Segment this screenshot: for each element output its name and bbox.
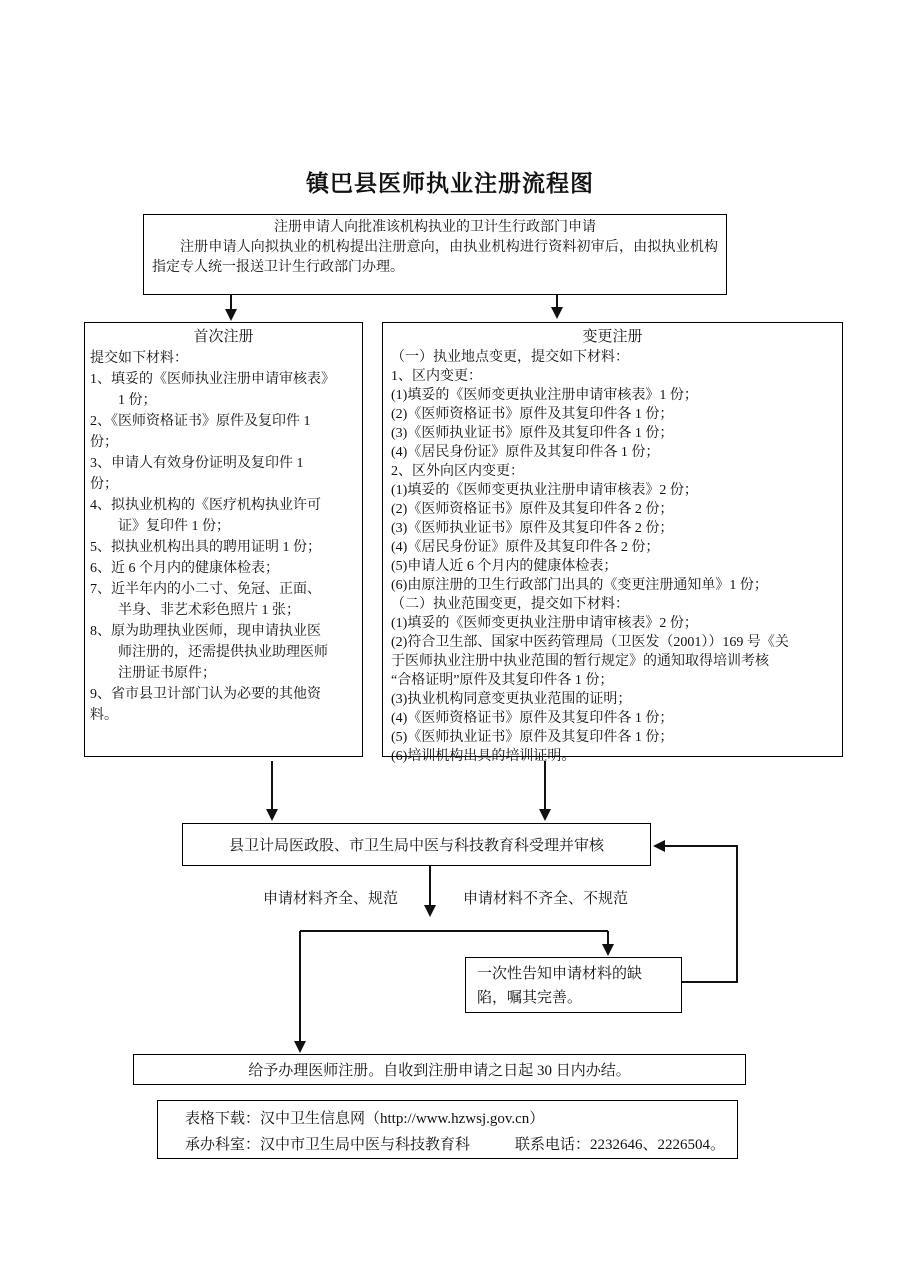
text-line: (2)符合卫生部、国家中医药管理局（卫医发（2001））169 号《关 bbox=[391, 635, 789, 650]
approve-box bbox=[133, 1054, 746, 1085]
text-line: 一次性告知申请材料的缺 bbox=[477, 966, 643, 982]
change-registration-lines bbox=[391, 348, 834, 766]
text-line: 7、近半年内的小二寸、免冠、正面、 bbox=[90, 582, 321, 597]
arrowhead-split-approve bbox=[294, 1041, 306, 1053]
intro-box bbox=[143, 214, 727, 295]
footer-box bbox=[157, 1100, 738, 1159]
text-line: 陷，嘱其完善。 bbox=[477, 990, 583, 1006]
first-registration-title: 首次注册 bbox=[193, 329, 254, 345]
text-line: （一）执业地点变更，提交如下材料： bbox=[391, 350, 629, 365]
text-line: (5)申请人近 6 个月内的健康体检表； bbox=[391, 559, 618, 574]
arrowhead-review-split bbox=[424, 905, 436, 917]
text-line: 6、近 6 个月内的健康体检表； bbox=[90, 561, 279, 576]
branch-label-complete: 申请材料齐全、规范 bbox=[262, 891, 398, 907]
text-line: 3、申请人有效身份证明及复印件 1 bbox=[90, 456, 304, 471]
approve-label: 给予办理医师注册。自收到注册申请之日起 30 日内办结。 bbox=[248, 1063, 631, 1079]
intro-first-line: 注册申请人向批准该机构执业的卫计生行政部门申请 bbox=[274, 220, 596, 235]
text-line: 证》复印件 1 份； bbox=[90, 519, 230, 534]
text-line: (4)《医师资格证书》原件及其复印件各 1 份； bbox=[391, 711, 674, 726]
text-line: 半身、非艺术彩色照片 1 张； bbox=[90, 603, 300, 618]
text-line: 师注册的，还需提供执业助理医师 bbox=[90, 645, 328, 660]
page-title: 镇巴县医师执业注册流程图 bbox=[306, 171, 594, 196]
text-line: (2)《医师资格证书》原件及其复印件各 1 份； bbox=[391, 407, 674, 422]
text-line: (6)培训机构出具的培训证明。 bbox=[391, 749, 576, 764]
text-line: (3)《医师执业证书》原件及其复印件各 1 份； bbox=[391, 426, 674, 441]
intro-paragraph: 注册申请人向拟执业的机构提出注册意向，由执业机构进行资料初审后，由拟执业机构指定专人统一报送卫计生行政部门办理。 bbox=[152, 240, 718, 275]
text-line: (1)填妥的《医师变更执业注册申请审核表》2 份； bbox=[391, 483, 698, 498]
text-line: 1、填妥的《医师执业注册申请审核表》 bbox=[90, 372, 335, 387]
text-line: (5)《医师执业证书》原件及其复印件各 1 份； bbox=[391, 730, 674, 745]
text-line: (4)《居民身份证》原件及其复印件各 2 份； bbox=[391, 540, 660, 555]
text-line: (1)填妥的《医师变更执业注册申请审核表》1 份； bbox=[391, 388, 698, 403]
notify-box bbox=[465, 957, 682, 1013]
arrowhead-change-review bbox=[539, 809, 551, 821]
arrowhead-first-review bbox=[266, 809, 278, 821]
text-line: (2)《医师资格证书》原件及其复印件各 2 份； bbox=[391, 502, 674, 517]
review-label: 县卫计局医政股、市卫生局中医与科技教育科受理并审核 bbox=[228, 838, 604, 854]
text-line: 料。 bbox=[90, 708, 118, 723]
text-line: 份； bbox=[90, 435, 118, 450]
arrowhead-intro-change bbox=[551, 307, 563, 319]
text-line: 5、拟执业机构出具的聘用证明 1 份； bbox=[90, 540, 321, 555]
text-line: (3)《医师执业证书》原件及其复印件各 2 份； bbox=[391, 521, 674, 536]
text-line: 4、拟执业机构的《医疗机构执业许可 bbox=[90, 498, 321, 513]
notify-lines bbox=[477, 962, 675, 1010]
text-line: (1)填妥的《医师变更执业注册申请审核表》2 份； bbox=[391, 616, 698, 631]
text-line: 1 份； bbox=[90, 393, 157, 408]
footer-download-line: 表格下载：汉中卫生信息网（http://www.hzwsj.gov.cn） bbox=[185, 1111, 545, 1127]
text-line: 提交如下材料： bbox=[90, 351, 188, 366]
arrowhead-feedback-review bbox=[653, 840, 665, 852]
text-line: (3)执业机构同意变更执业范围的证明； bbox=[391, 692, 632, 707]
change-registration-title: 变更注册 bbox=[582, 329, 643, 345]
text-line: （二）执业范围变更，提交如下材料： bbox=[391, 597, 629, 612]
change-registration-box bbox=[382, 322, 843, 764]
text-line: 8、原为助理执业医师，现申请执业医 bbox=[90, 624, 321, 639]
text-line: 2、区外向区内变更： bbox=[391, 464, 524, 479]
text-line: 注册证书原件； bbox=[90, 666, 216, 681]
text-line: (4)《居民身份证》原件及其复印件各 1 份； bbox=[391, 445, 660, 460]
text-line: 1、区内变更： bbox=[391, 369, 482, 384]
branch-label-incomplete: 申请材料不齐全、不规范 bbox=[462, 891, 628, 907]
first-registration-box bbox=[84, 322, 363, 757]
text-line: 2、《医师资格证书》原件及复印件 1 bbox=[90, 414, 311, 429]
text-line: 9、省市县卫计部门认为必要的其他资 bbox=[90, 687, 321, 702]
text-line: 份； bbox=[90, 477, 118, 492]
arrowhead-split-notify bbox=[602, 944, 614, 956]
arrowhead-intro-first bbox=[225, 309, 237, 321]
footer-contact-line: 承办科室：汉中市卫生局中医与科技教育科 联系电话：2232646、2226504。 bbox=[185, 1137, 726, 1153]
text-line: 于医师执业注册中执业范围的暂行规定》的通知取得培训考核 bbox=[391, 654, 769, 669]
first-registration-lines bbox=[90, 348, 357, 726]
review-box bbox=[182, 823, 651, 866]
text-line: “合格证明”原件及其复印件各 1 份； bbox=[391, 673, 614, 688]
text-line: (6)由原注册的卫生行政部门出具的《变更注册通知单》1 份； bbox=[391, 578, 768, 593]
